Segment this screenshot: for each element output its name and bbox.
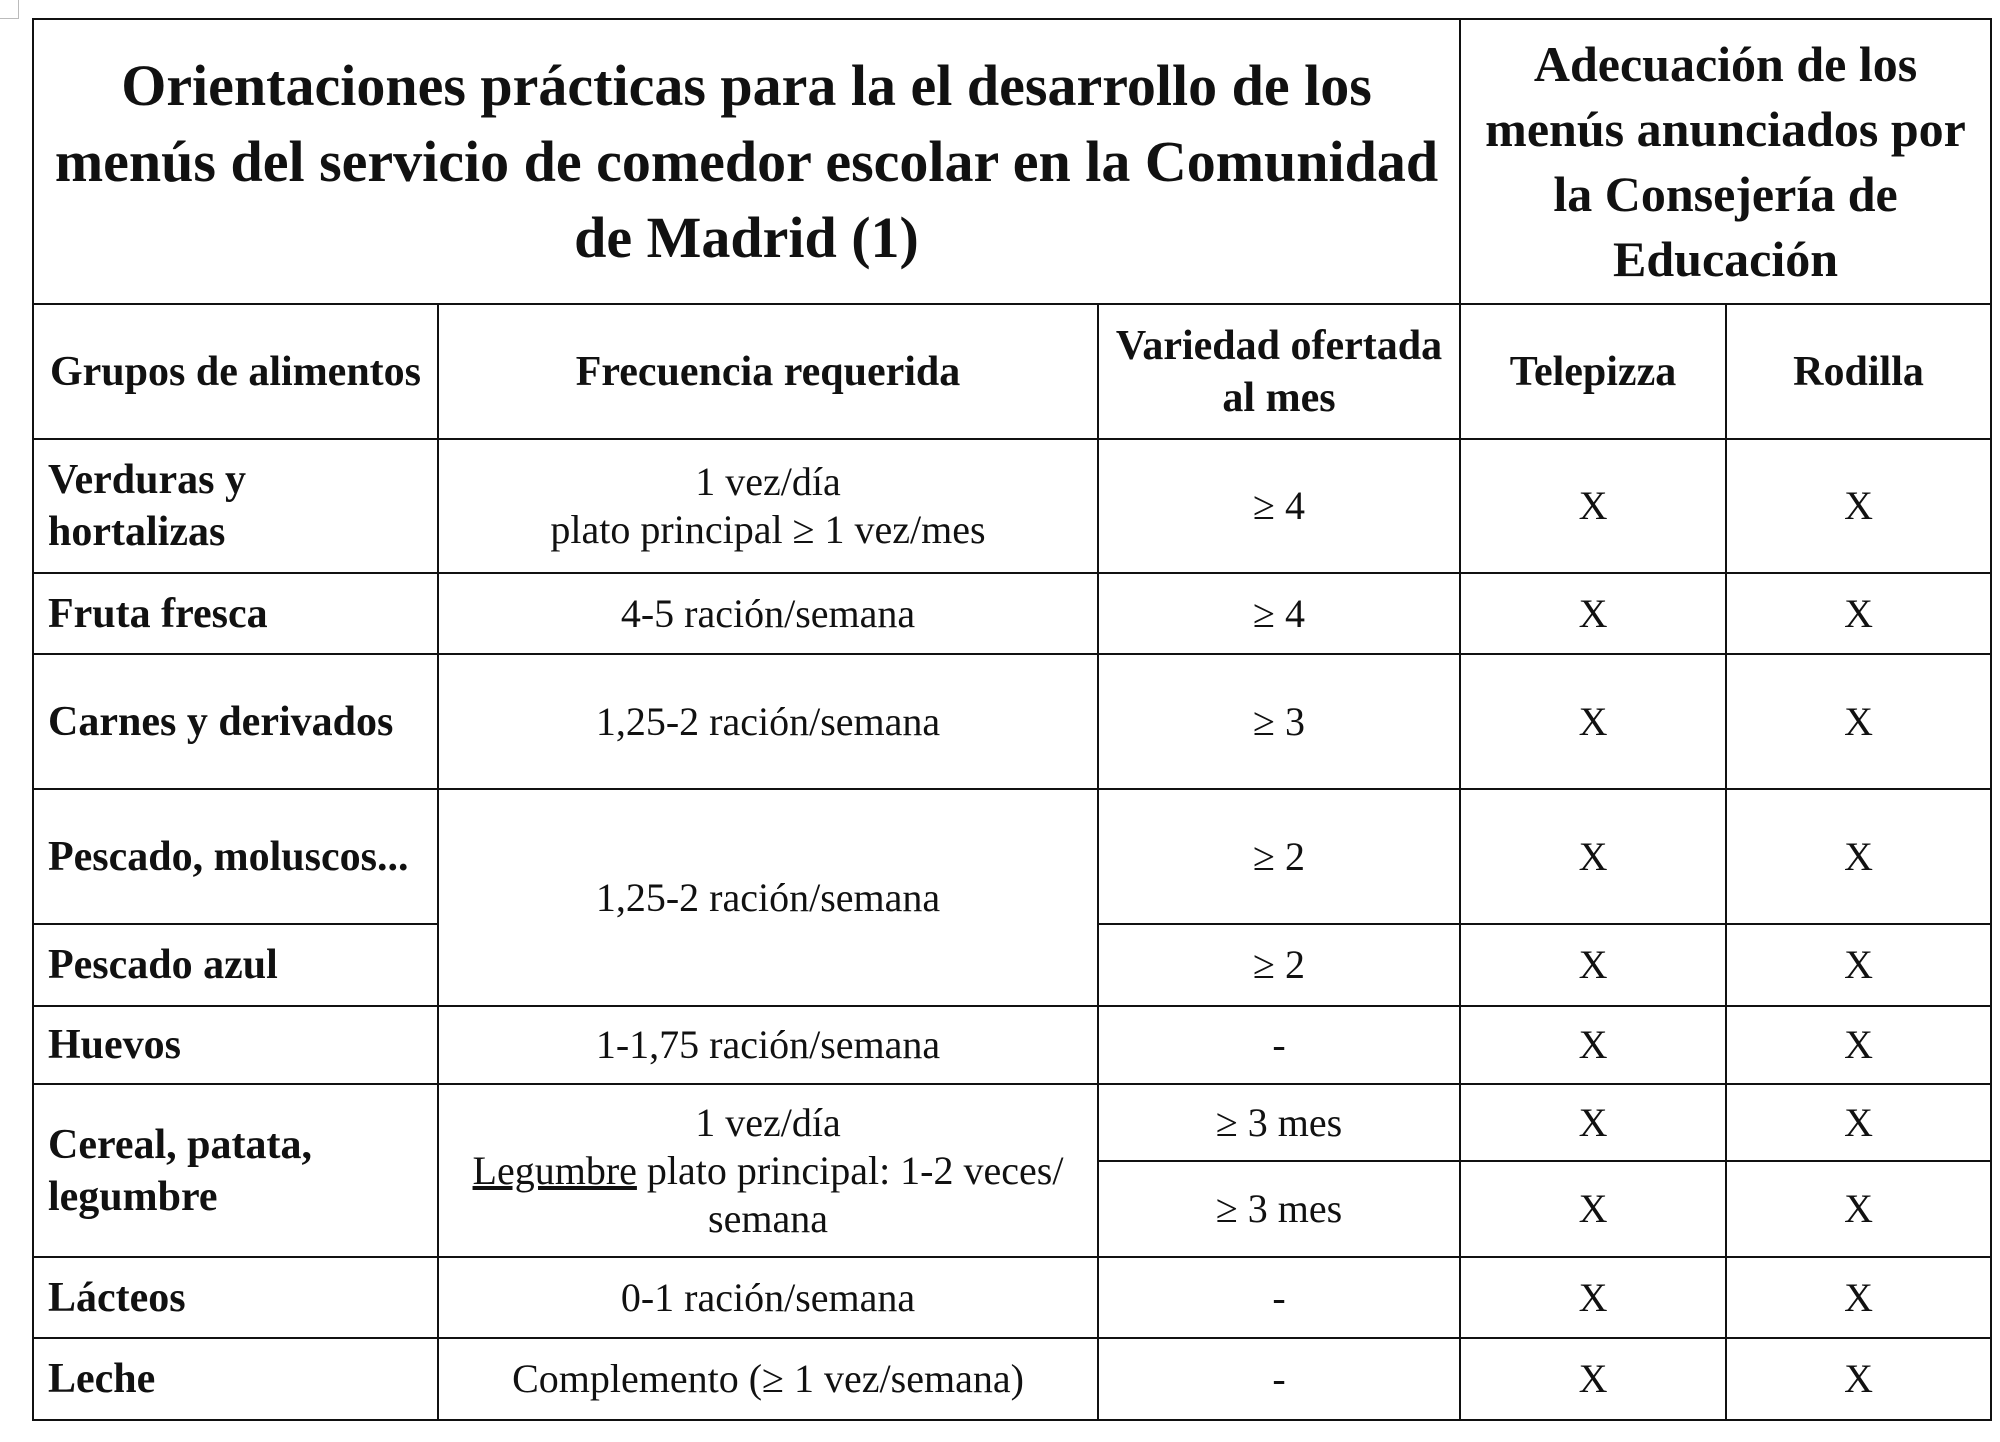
frequency-line: 1 vez/día [695,1099,841,1145]
school-menu-table [32,18,1992,1421]
group-name: Pescado azul [33,924,438,1006]
rodilla-mark: X [1726,924,1991,1006]
rodilla-mark: X [1726,1161,1991,1257]
header-variety: Variedad ofertada al mes [1098,304,1460,439]
variety-value: ≥ 4 [1098,439,1460,573]
telepizza-mark: X [1460,439,1726,573]
telepizza-mark: X [1460,1257,1726,1338]
group-name: Lácteos [33,1257,438,1338]
variety-value: ≥ 3 mes [1098,1084,1460,1161]
group-name: Fruta fresca [33,573,438,654]
header-frequency: Frecuencia requerida [438,304,1098,439]
frequency-value: 0-1 ración/semana [438,1257,1098,1338]
table-row [33,1006,1991,1084]
variety-value: ≥ 2 [1098,789,1460,924]
table-row [33,789,1991,924]
frequency-line: plato principal ≥ 1 vez/mes [550,507,986,552]
frequency-value: 4-5 ración/semana [438,573,1098,654]
variety-value: ≥ 3 mes [1098,1161,1460,1257]
rodilla-mark: X [1726,654,1991,789]
title-row [33,19,1991,304]
table-row [33,1338,1991,1420]
variety-value: - [1098,1006,1460,1084]
header-groups: Grupos de alimentos [33,304,438,439]
frequency-value: 1,25-2 ración/semana [438,654,1098,789]
header-telepizza: Telepizza [1460,304,1726,439]
group-name: Pescado, moluscos... [33,789,438,924]
page-corner-mark [0,0,19,19]
table-row [33,439,1991,573]
telepizza-mark: X [1460,654,1726,789]
rodilla-mark: X [1726,1257,1991,1338]
table-title: Orientaciones prácticas para la el desarrollo de los menús del servicio de comedor escolar en la Comunidad de Madrid (1) [33,19,1460,304]
frequency-value [438,1084,1098,1257]
telepizza-mark: X [1460,1084,1726,1161]
variety-value: - [1098,1257,1460,1338]
telepizza-mark: X [1460,924,1726,1006]
variety-value: ≥ 4 [1098,573,1460,654]
frequency-value: 1-1,75 ración/semana [438,1006,1098,1084]
variety-value: ≥ 3 [1098,654,1460,789]
frequency-underlined: Legumbre [472,1147,637,1193]
rodilla-mark: X [1726,1006,1991,1084]
frequency-value: 1,25-2 ración/semana [438,789,1098,1006]
group-name: Verduras y hortalizas [33,439,438,573]
telepizza-mark: X [1460,573,1726,654]
group-name: Huevos [33,1006,438,1084]
variety-value: ≥ 2 [1098,924,1460,1006]
frequency-line: 1 vez/día [695,459,841,504]
telepizza-mark: X [1460,1161,1726,1257]
header-row [33,304,1991,439]
telepizza-mark: X [1460,1006,1726,1084]
table-row [33,573,1991,654]
table-row [33,654,1991,789]
variety-value: - [1098,1338,1460,1420]
group-name: Cereal, patata, legumbre [33,1084,438,1257]
rodilla-mark: X [1726,439,1991,573]
rodilla-mark: X [1726,573,1991,654]
frequency-line: plato principal: 1-2 veces/ semana [636,1147,1064,1241]
table-row [33,1257,1991,1338]
rodilla-mark: X [1726,789,1991,924]
rodilla-mark: X [1726,1338,1991,1420]
telepizza-mark: X [1460,1338,1726,1420]
table-row [33,1084,1991,1161]
group-name: Leche [33,1338,438,1420]
telepizza-mark: X [1460,789,1726,924]
frequency-value [438,439,1098,573]
group-name: Carnes y derivados [33,654,438,789]
adecuacion-header: Adecuación de los menús anunciados por la Consejería de Educación [1460,19,1991,304]
rodilla-mark: X [1726,1084,1991,1161]
frequency-value: Complemento (≥ 1 vez/semana) [438,1338,1098,1420]
header-rodilla: Rodilla [1726,304,1991,439]
